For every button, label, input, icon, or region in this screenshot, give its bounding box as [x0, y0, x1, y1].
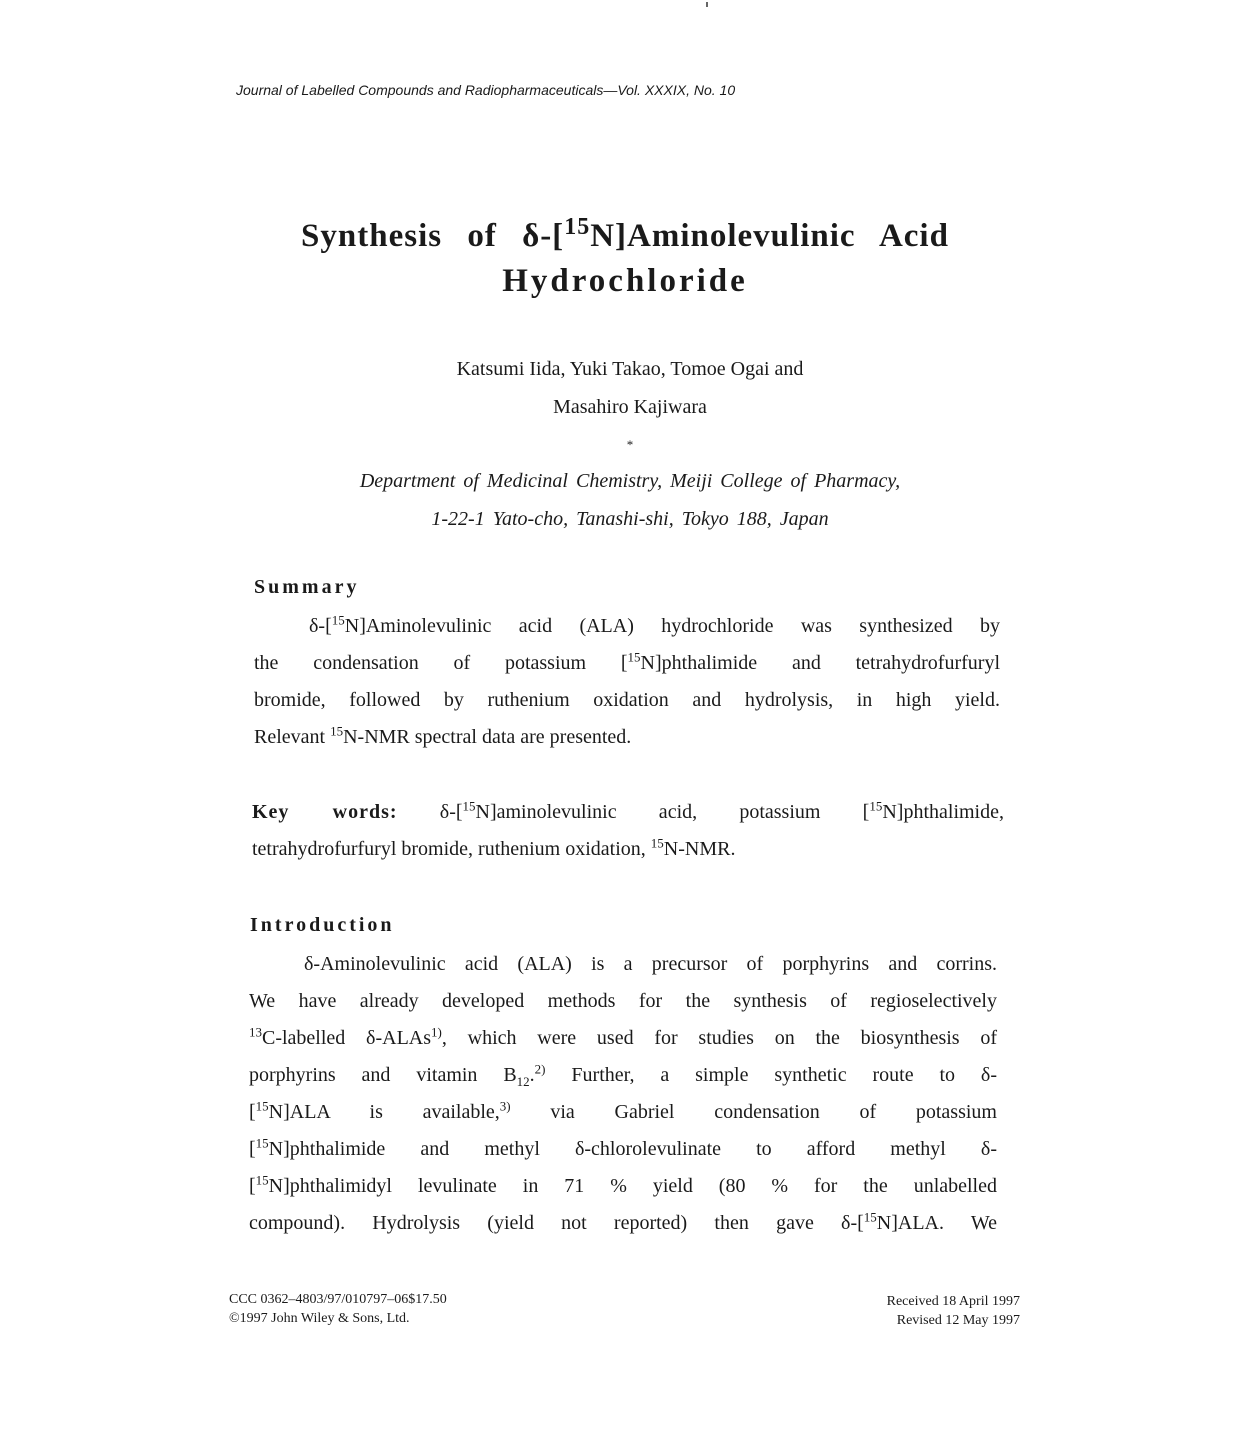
revised-date: Revised 12 May 1997: [896, 1313, 1020, 1328]
copyright: ©1997 John Wiley & Sons, Ltd.: [229, 1311, 410, 1326]
introduction-heading: Introduction: [250, 914, 395, 936]
intro-line: [$^{15}$N]ALA is available,$^{3)}$ via Gabriel condensation of potassium: [249, 1098, 997, 1123]
scan-speck: [706, 2, 708, 7]
keywords-paragraph: [252, 794, 1004, 868]
journal-header: Journal of Labelled Compounds and Radiopharmaceuticals—Vol. XXXIX, No. 10: [236, 82, 736, 98]
affiliation-line-2: 1-22-1 Yato-cho, Tanashi-shi, Tokyo 188, Japan: [431, 508, 829, 530]
title-isotope-superscript: 15: [564, 214, 591, 240]
title-line-1: Synthesis of δ-[$^{15}$N]Aminolevulinic Acid: [301, 214, 949, 254]
footer-dates-block: [820, 1292, 1020, 1330]
author-list: [300, 350, 960, 470]
intro-line: δ-Aminolevulinic acid (ALA) is a precursor of porphyrins and corrins.: [304, 953, 997, 975]
summary-line: the condensation of potassium [$^{15}$N]phthalimide and tetrahydrofurfuryl: [254, 649, 1000, 674]
intro-line: porphyrins and vitamin $B_{12}.^{2)}$ Further, a simple synthetic route to δ-: [249, 1061, 997, 1089]
keywords-label: Key words:: [252, 801, 398, 823]
summary-line: bromide, followed by ruthenium oxidation and hydrolysis, in high yield.: [254, 689, 1000, 711]
authors-line-2: Masahiro Kajiwara *: [553, 396, 707, 452]
intro-line: [$^{15}$N]phthalimidyl levulinate in 71 % yield (80 % for the unlabelled: [249, 1172, 997, 1197]
summary-heading: Summary: [254, 576, 360, 598]
received-date: Received 18 April 1997: [886, 1294, 1020, 1309]
intro-line: [$^{15}$N]phthalimide and methyl δ-chlorolevulinate to afford methyl δ-: [249, 1135, 997, 1160]
title-line-2: Hydrochloride: [502, 263, 748, 299]
intro-line: We have already developed methods for the synthesis of regioselectively: [249, 990, 997, 1012]
affiliation-line-1: Department of Medicinal Chemistry, Meiji College of Pharmacy,: [359, 470, 901, 492]
keywords-line: Key words: δ-[$^{15}$N]aminolevulinic acid, potassium [$^{15}$N]phthalimide,: [252, 798, 1004, 823]
keywords-line: tetrahydrofurfuryl bromide, ruthenium oxidation, $^{15}$N-NMR.: [252, 835, 736, 860]
intro-line: compound). Hydrolysis (yield not reported) then gave δ-[$^{15}$N]ALA. We: [249, 1209, 998, 1234]
footer-copyright-block: [229, 1290, 447, 1328]
authors-line-1: Katsumi Iida, Yuki Takao, Tomoe Ogai and: [456, 358, 804, 380]
introduction-paragraph: [249, 946, 997, 1242]
ccc-code: CCC 0362–4803/97/010797–06$17.50: [229, 1292, 447, 1307]
summary-paragraph: [254, 608, 1000, 756]
affiliation: [240, 462, 1020, 538]
corresponding-author-mark: *: [626, 437, 634, 452]
paper-title: [180, 214, 1070, 304]
intro-line: $^{13}$C-labelled δ-ALAs$^{1)}$, which were used for studies on the biosynthesis of: [249, 1024, 998, 1049]
summary-line: Relevant $^{15}$N-NMR spectral data are presented.: [254, 723, 632, 748]
summary-line: δ-[$^{15}$N]Aminolevulinic acid (ALA) hydrochloride was synthesized by: [309, 612, 1000, 637]
